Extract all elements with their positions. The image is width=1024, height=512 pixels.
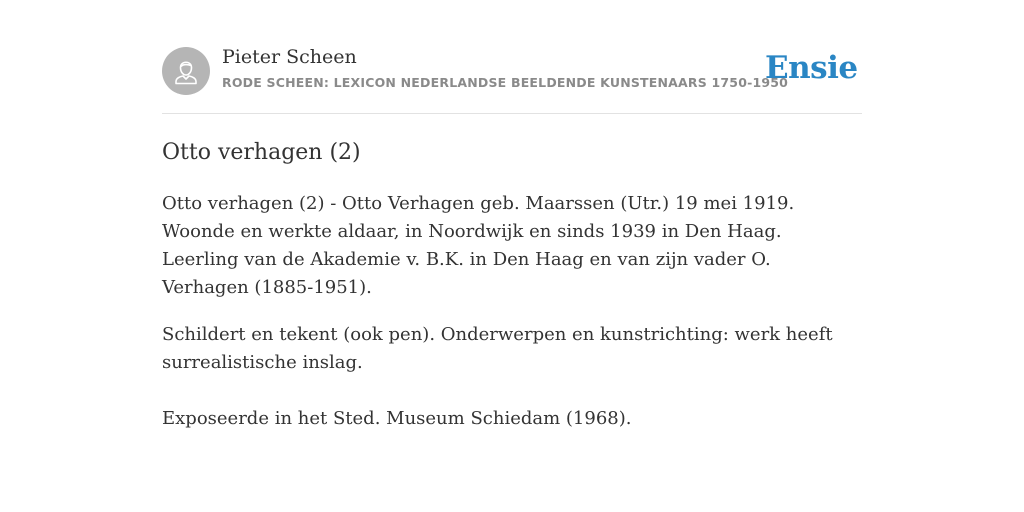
- entry-paragraph-exhibitions: Exposeerde in het Sted. Museum Schiedam (1968).: [162, 408, 632, 429]
- entry-card: [162, 46, 862, 433]
- entry-paragraph-biography: Otto verhagen (2) - Otto Verhagen geb. Maarssen (Utr.) 19 mei 1919. Woonde en werkte aldaar, in Noordwijk en sinds 1939 in Den Haag. Leerling van de Akademie v. B.K. in Den Haag en van zijn vader O. Verhagen (1885-1951).: [162, 193, 795, 298]
- source-label[interactable]: RODE SCHEEN: LEXICON NEDERLANDSE BEELDENDE KUNSTENAARS 1750-1950: [222, 75, 789, 90]
- user-icon: [162, 47, 210, 95]
- entry-title: Otto verhagen (2): [162, 140, 361, 165]
- ensie-logo[interactable]: Ensie: [765, 50, 858, 86]
- entry-paragraph-style: Schildert en tekent (ook pen). Onderwerpen en kunstrichting: werk heeft surrealistische inslag.: [162, 324, 833, 373]
- author-name[interactable]: Pieter Scheen: [222, 46, 357, 68]
- avatar: [162, 47, 210, 95]
- entry-header: [162, 46, 862, 114]
